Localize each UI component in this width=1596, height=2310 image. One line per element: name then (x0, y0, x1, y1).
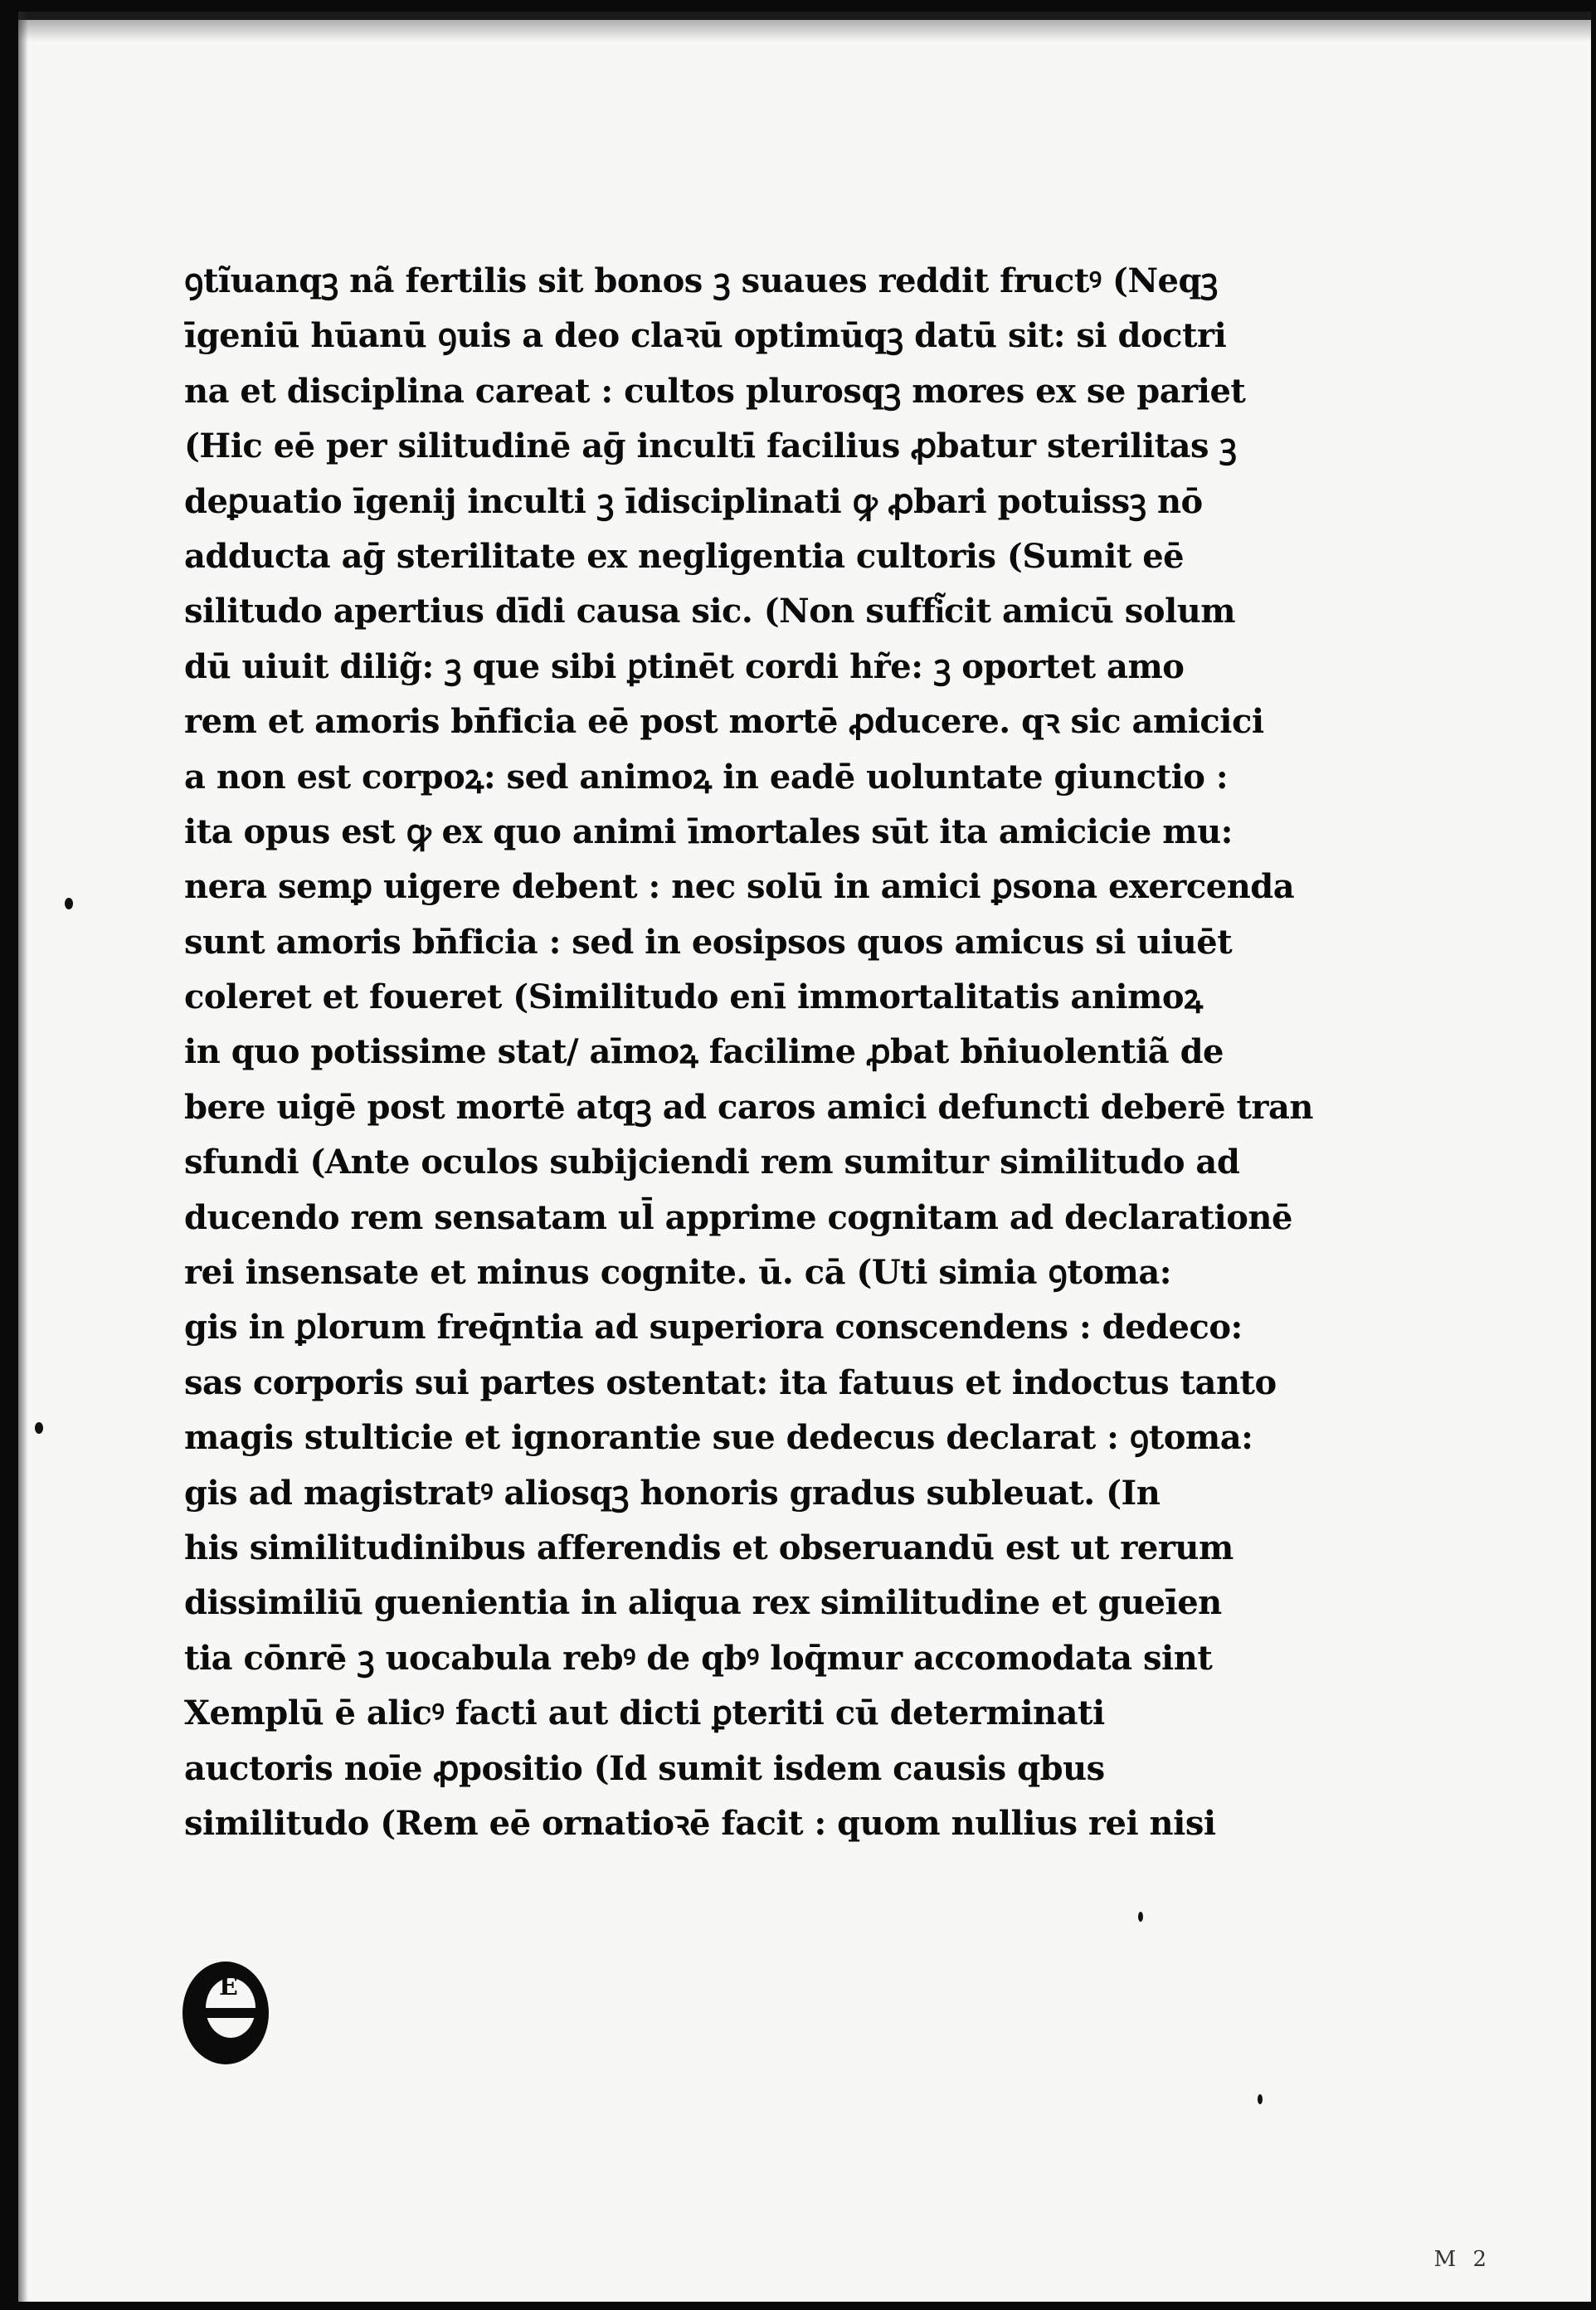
text-line: in quo potissime stat/ aīmoꝝ facilime ꝓbat bn̄iuolentiã de (184, 1032, 1224, 1072)
text-line: īgeniū hūanū ꝯuis a deo claꝛū optimūqꝫ datū sit: si doctri (184, 316, 1227, 356)
text-line: na et disciplina careat : cultos plurosqꝫ mores ex se pariet (184, 371, 1246, 411)
margin-mark (1138, 1912, 1143, 1922)
left-edge-shadow (18, 12, 28, 2302)
text-line: auctoris noīe ꝓpositio (Id sumit isdem causis qbus (184, 1748, 1105, 1788)
text-line: bere uigē post mortē atqꝫ ad caros amici defuncti deberē tran (184, 1087, 1313, 1127)
sheet-signature: M 2 (1433, 2247, 1491, 2272)
text-line: nera semꝑ uigere debent : nec solū in amici ꝑsona exercenda (184, 867, 1295, 907)
text-line: gis ad magistratꝰ aliosqꝫ honoris gradus subleuat. (In (184, 1473, 1161, 1513)
text-line: (Hic eē per silitudinē aḡ incultī facilius ꝓbatur sterilitas ꝫ (184, 426, 1237, 466)
text-line: gis in ꝑlorum freq̄ntia ad superiora conscendens : dedeco: (184, 1308, 1243, 1348)
text-line: Xemplū ē alicꝰ facti aut dicti ꝑteriti cū determinati (184, 1694, 1105, 1733)
manuscript-page (18, 12, 1591, 2302)
text-line: ita opus est ꝙ ex quo animi īmortales sūt ita amicicie mu: (184, 811, 1233, 851)
text-line: deꝑuatio īgenij inculti ꝫ īdisciplinati ꝙ ꝓbari potuissꝫ nō (184, 481, 1203, 521)
text-line: similitudo (Rem eē ornatioꝛē facit : quom nullius rei nisi (184, 1803, 1216, 1843)
text-line: rem et amoris bn̄ficia eē post mortē ꝓducere. qꝛ sic amicici (184, 702, 1264, 742)
decorated-initial-letter (176, 1953, 274, 2069)
text-line: dū uiuit dilig̃: ꝫ que sibi ꝑtinēt cordi hr̃e: ꝫ oportet amo (184, 646, 1185, 686)
text-line: tia cōnrē ꝫ uocabula rebꝰ de qbꝰ loq̄mur accomodata sint (184, 1638, 1213, 1678)
initial-letter-text: E (219, 1972, 238, 2001)
text-line: his similitudinibus afferendis et obseruandū est ut rerum (184, 1528, 1233, 1567)
text-line: sunt amoris bn̄ficia : sed in eosipsos quos amicus si uiuēt (184, 922, 1233, 962)
text-line: ducendo rem sensatam ul̄ apprime cognitam ad declarationē (184, 1197, 1292, 1237)
text-line: dissimiliū guenientia in aliqua rex similitudine et gueīen (184, 1583, 1222, 1623)
text-line: a non est corpoꝝ: sed animoꝝ in eadē uoluntate giunctio : (184, 757, 1229, 797)
text-line: silitudo apertius dīdi causa sic. (Non suffi͂cit amicū solum (184, 592, 1236, 631)
text-line: coleret et foueret (Similitudo enī immortalitatis animoꝝ (184, 977, 1203, 1017)
text-line: adducta aḡ sterilitate ex negligentia cultoris (Sumit eē (184, 536, 1185, 576)
margin-mark (1258, 2094, 1263, 2104)
text-line: ꝯtĩuanqꝫ nã fertilis sit bonos ꝫ suaues reddit fructꝰ (Neqꝫ (184, 261, 1218, 300)
text-line: rei insensate et minus cognite. ū. cā (Uti simia ꝯtoma: (184, 1253, 1172, 1293)
text-line: sfundi (Ante oculos subijciendi rem sumitur similitudo ad (184, 1143, 1240, 1182)
text-block (184, 254, 1313, 2001)
margin-mark (35, 1422, 43, 1434)
text-line: magis stulticie et ignorantie sue dedecus declarat : ꝯtoma: (184, 1418, 1253, 1458)
text-line: sas corporis sui partes ostentat: ita fatuus et indoctus tanto (184, 1362, 1277, 1402)
margin-mark (65, 898, 73, 909)
